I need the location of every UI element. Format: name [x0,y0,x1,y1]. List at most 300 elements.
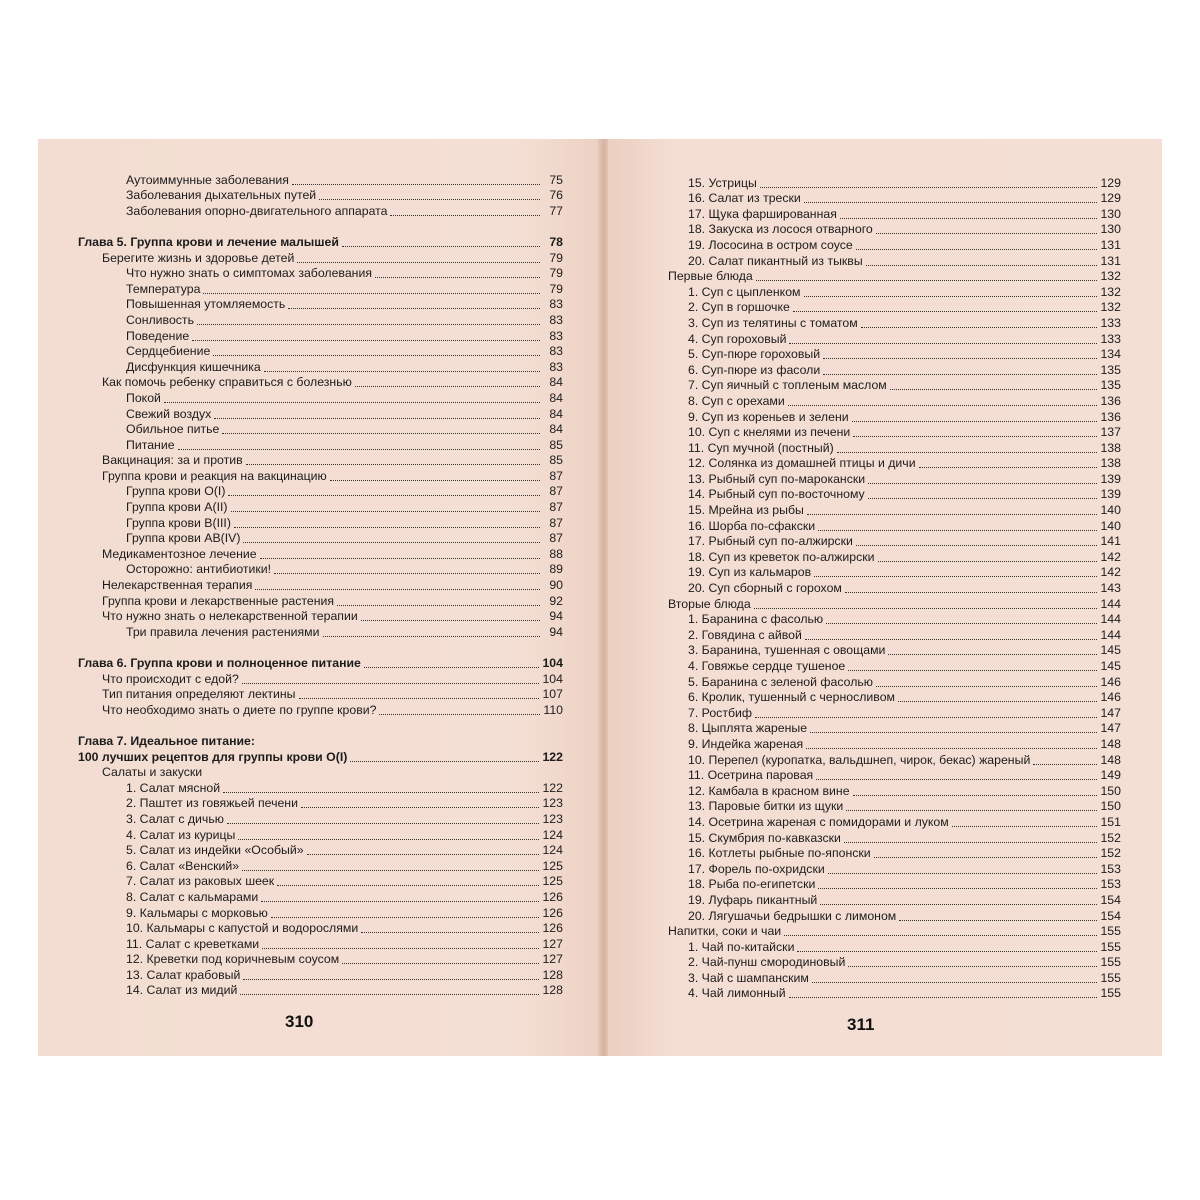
toc-entry-page: 145 [1100,659,1121,673]
dot-leader [788,405,1098,406]
dot-leader [789,343,1097,344]
toc-entry-title: Аутоиммунные заболевания [126,172,289,187]
toc-entry-title: 1. Салат мясной [126,780,221,795]
dot-leader [260,558,540,559]
toc-entry-title: 3. Салат с дичью [126,811,224,826]
dot-leader [810,732,1097,733]
toc-entry [78,297,563,313]
dot-leader [319,199,540,200]
toc-entry-page: 138 [1100,456,1121,471]
toc-entry-title: 11. Осетрина паровая [688,768,814,783]
toc-entry [78,453,563,469]
toc-entry-title: 3. Суп из телятины с томатом [688,315,858,330]
dot-leader [390,215,540,216]
toc-entry-page: 151 [1100,814,1121,829]
dot-leader [807,514,1098,515]
toc-entry [78,250,563,266]
dot-leader [846,810,1097,811]
toc-entry-title: 5. Суп-пюре гороховый [688,347,821,362]
toc-entry-title: 11. Салат с креветками [126,936,260,951]
toc-entry [656,456,1121,472]
toc-entry-title: 19. Лососина в остром соусе [688,237,853,252]
dot-leader [361,620,540,621]
toc-entry-page: 124 [542,827,563,842]
dot-leader [288,308,540,309]
toc-entry [656,237,1121,253]
toc-entry-title: 2. Суп в горшочке [688,300,790,315]
dot-leader [203,293,540,294]
toc-entry-title: Покой [126,390,161,405]
dot-leader [261,901,539,902]
toc-entry-page: 144 [1100,612,1121,627]
dot-leader [823,374,1097,375]
dot-leader [299,698,540,699]
toc-entry-title: 19. Луфарь пикантный [688,892,818,907]
dot-leader [804,202,1098,203]
toc-entry-title: 14. Салат из мидий [126,983,238,998]
toc-entry-page: 75 [549,172,563,187]
toc-entry-page: 107 [542,687,563,702]
toc-entry-title: 13. Рыбный суп по-марокански [688,471,866,486]
toc-entry-title: 12. Креветки под коричневым соусом [126,952,340,967]
toc-entry-title: 12. Камбала в красном вине [688,783,850,798]
toc-entry-page: 131 [1100,237,1121,252]
toc-entry-title: 9. Суп из кореньев и зелени [688,409,849,424]
toc-entry-page: 87 [549,515,563,530]
toc-entry-page: 142 [1100,565,1121,580]
toc-entry-page: 83 [549,297,563,312]
toc-entry [656,674,1121,690]
toc-entry-title: Что необходимо знать о диете по группе крови? [102,702,377,717]
toc-entry-title: 14. Рыбный суп по-восточному [688,487,865,502]
dot-leader [755,717,1097,718]
toc-entry-title: 17. Рыбный суп по-алжирски [688,534,853,549]
toc-entry-title: 15. Устрицы [688,175,757,190]
toc-entry-title: Повышенная утомляемость [126,297,286,312]
toc-entry-page: 84 [549,375,563,390]
toc-entry-title: 1. Баранина с фасолью [688,612,824,627]
dot-leader [274,573,540,574]
dot-leader [234,527,540,528]
dot-leader [837,452,1098,453]
toc-entry [656,502,1121,518]
toc-entry [656,627,1121,643]
toc-entry [656,690,1121,706]
dot-leader [853,436,1097,437]
toc-entry-page: 128 [542,983,563,998]
dot-leader [243,542,540,543]
dot-leader [271,917,540,918]
toc-entry [78,281,563,297]
toc-entry [656,799,1121,815]
toc-entry-title: 20. Салат пикантный из тыквы [688,253,863,268]
toc-entry [78,484,563,500]
toc-entry [656,206,1121,222]
toc-entry-page: 76 [549,188,563,203]
dot-leader [337,605,540,606]
toc-entry-title: Дисфункция кишечника [126,359,261,374]
toc-entry [78,344,563,360]
toc-entry-title: 100 лучших рецептов для группы крови O(I) [78,749,348,764]
toc-entry [78,406,563,422]
dot-leader [292,184,540,185]
toc-entry-title: Медикаментозное лечение [102,546,257,561]
toc-entry-page: 92 [549,593,563,608]
toc-entry-title: 18. Закуска из лосося отварного [688,222,873,237]
toc-entry [656,643,1121,659]
toc-entry [78,780,563,796]
left-page [38,139,600,1056]
toc-entry-title: 3. Баранина, тушенная с овощами [688,643,886,658]
toc-entry [78,499,563,515]
toc-entry [78,422,563,438]
toc-entry-page: 134 [1100,347,1121,362]
toc-entry [656,861,1121,877]
dot-leader [330,480,540,481]
toc-entry-page: 130 [1100,222,1121,237]
dot-leader [1033,764,1097,765]
toc-entry [78,593,563,609]
toc-entry-page: 147 [1100,705,1121,720]
toc-entry-page: 128 [542,967,563,982]
dot-leader [814,576,1097,577]
toc-entry-title: 1. Суп с цыпленком [688,284,801,299]
toc-entry-page: 127 [542,952,563,967]
toc-entry [656,705,1121,721]
dot-leader [255,589,540,590]
toc-entry-page: 77 [549,203,563,218]
toc-entry [78,531,563,547]
toc-entry-title: Салаты и закуски [102,765,203,780]
toc-entry [78,312,563,328]
dot-leader [853,795,1098,796]
dot-leader [874,857,1098,858]
toc-entry [78,983,563,999]
toc-entry-page: 104 [542,656,563,670]
toc-entry-title: 6. Кролик, тушенный с черносливом [688,690,895,705]
toc-entry-page: 148 [1100,736,1121,751]
toc-entry-page: 138 [1100,440,1121,455]
dot-leader [856,249,1098,250]
toc-entry-page: 136 [1100,393,1121,408]
toc-entry-title: 14. Осетрина жареная с помидорами и луком [688,814,949,829]
toc-entry [78,671,563,687]
dot-leader [213,355,540,356]
toc-entry [656,846,1121,862]
dot-leader [848,966,1097,967]
dot-leader [361,932,539,933]
toc-entry-page: 123 [542,796,563,811]
toc-entry-page: 79 [549,250,563,265]
toc-entry-page: 84 [549,406,563,421]
toc-entry [656,830,1121,846]
toc-entry-page: 150 [1100,783,1121,798]
toc-entry [656,658,1121,674]
toc-entry [656,892,1121,908]
toc-entry-title: Глава 7. Идеальное питание: [78,733,255,748]
toc-entry-page: 144 [1100,627,1121,642]
toc-entry-page: 79 [549,266,563,281]
toc-entry-title: 20. Суп сборный с горохом [688,581,842,596]
dot-leader [760,187,1098,188]
toc-entry-page: 155 [1100,939,1121,954]
dot-leader [952,826,1098,827]
toc-entry [78,733,563,749]
toc-entry-title: Что происходит с едой? [102,671,239,686]
toc-entry [656,721,1121,737]
toc-entry [656,736,1121,752]
toc-entry [656,315,1121,331]
toc-entry-title: Что нужно знать о нелекарственной терапии [102,609,358,624]
toc-entry-title: 15. Скумбрия по-кавказски [688,830,841,845]
dot-leader [240,994,539,995]
dot-leader [214,418,540,419]
toc-entry-title: 10. Перепел (куропатка, вальдшнеп, чирок, бекас) жареный [688,752,1031,767]
toc-entry [78,843,563,859]
toc-entry-page: 153 [1100,877,1121,892]
dot-leader [342,246,540,247]
toc-entry-title: 10. Суп с кнелями из печени [688,425,851,440]
toc-entry-page: 79 [549,281,563,296]
toc-entry-page: 152 [1100,830,1121,845]
toc-entry-title: 12. Солянка из домашней птицы и дичи [688,456,916,471]
toc-entry [78,437,563,453]
toc-entry-page: 131 [1100,253,1121,268]
dot-leader [812,982,1098,983]
toc-entry-page: 139 [1100,471,1121,486]
toc-entry [656,970,1121,986]
toc-entry-page: 125 [542,858,563,873]
toc-entry [656,534,1121,550]
toc-entry-page: 155 [1100,955,1121,970]
dot-leader [890,389,1098,390]
toc-entry-title: 2. Говядина с айвой [688,627,802,642]
toc-entry-page: 129 [1100,175,1121,190]
toc-entry-title: Поведение [126,328,190,343]
toc-entry [656,549,1121,565]
toc-entry-title: Вторые блюда [668,596,751,611]
toc-entry [656,924,1121,940]
toc-entry [78,687,563,703]
toc-entry-page: 84 [549,390,563,405]
dot-leader [878,561,1098,562]
toc-entry-page: 126 [542,905,563,920]
toc-entry-page: 150 [1100,799,1121,814]
toc-entry-page: 154 [1100,892,1121,907]
toc-entry-title: Сердцебиение [126,344,211,359]
toc-entry-title: 13. Салат крабовый [126,967,241,982]
toc-entry-page: 89 [549,562,563,577]
toc-entry-title: Что нужно знать о симптомах заболевания [126,266,372,281]
toc-entry-title: 3. Чай с шампанским [688,970,809,985]
toc-entry [656,253,1121,269]
toc-entry-page: 132 [1100,269,1121,284]
toc-entry-page: 154 [1100,908,1121,923]
toc-entry [656,783,1121,799]
dot-leader [919,467,1098,468]
toc-entry-title: Напитки, соки и чаи [668,924,782,939]
dot-leader [866,265,1098,266]
toc-entry-title: 18. Рыба по-египетски [688,877,816,892]
dot-leader [818,888,1097,889]
dot-leader [845,592,1098,593]
toc-entry-page: 143 [1100,581,1121,596]
toc-entry [656,393,1121,409]
toc-entry [78,905,563,921]
dot-leader [784,935,1097,936]
toc-entry [78,921,563,937]
toc-entry [78,359,563,375]
toc-entry-page: 90 [549,578,563,593]
toc-entry-page: 140 [1100,518,1121,533]
toc-entry [656,986,1121,1002]
toc-entry [656,596,1121,612]
toc-entry [78,765,563,781]
dot-leader [192,340,540,341]
dot-leader [789,997,1098,998]
right-page [608,139,1162,1056]
toc-entry-title: 2. Чай-пунш смородиновый [688,955,846,970]
dot-leader [898,701,1097,702]
toc-entry-title: 19. Суп из кальмаров [688,565,812,580]
dot-leader [852,421,1098,422]
dot-leader [231,511,541,512]
toc-entry-page: 146 [1100,690,1121,705]
toc-entry-title: 9. Кальмары с морковью [126,905,268,920]
dot-leader [242,870,539,871]
toc-entry [78,796,563,812]
toc-entry [78,936,563,952]
dot-leader [238,839,539,840]
toc-entry-page: 83 [549,344,563,359]
toc-entry-title: Глава 6. Группа крови и полноценное питание [78,656,361,670]
dot-leader [820,904,1097,905]
toc-entry-page: 104 [542,671,563,686]
toc-entry [78,874,563,890]
toc-entry-page: 133 [1100,315,1121,330]
toc-entry-title: 4. Салат из курицы [126,827,236,842]
toc-entry-page: 122 [542,749,563,764]
toc-entry [656,955,1121,971]
toc-entry [78,811,563,827]
toc-entry-title: Группа крови B(III) [126,515,231,530]
dot-leader [828,873,1098,874]
toc-entry [78,858,563,874]
toc-entry-page: 126 [542,889,563,904]
dot-leader [756,280,1098,281]
dot-leader [754,608,1098,609]
toc-entry-page: 130 [1100,206,1121,221]
toc-entry-page: 148 [1100,752,1121,767]
toc-entry-page: 78 [549,234,563,249]
toc-entry [656,331,1121,347]
toc-entry-page: 129 [1100,191,1121,206]
toc-entry-title: Три правила лечения растениями [126,624,320,639]
toc-entry-page: 136 [1100,409,1121,424]
dot-leader [876,686,1097,687]
toc-entry-page: 155 [1100,970,1121,985]
toc-entry-title: Группа крови O(I) [126,484,226,499]
toc-entry-title: 10. Кальмары с капустой и водорослями [126,921,359,936]
dot-leader [375,277,540,278]
dot-leader [861,327,1098,328]
toc-entry-title: 13. Паровые битки из щуки [688,799,844,814]
toc-entry [656,409,1121,425]
toc-entry-page: 87 [549,500,563,515]
toc-entry-page: 139 [1100,487,1121,502]
dot-leader [246,464,540,465]
dot-leader [342,963,539,964]
toc-entry [78,967,563,983]
toc-entry-page: 133 [1100,331,1121,346]
toc-entry [656,877,1121,893]
dot-leader [793,311,1098,312]
toc-entry-title: 8. Цыплята жареные [688,721,808,736]
toc-entry-page: 87 [549,484,563,499]
toc-entry-title: 6. Салат «Венский» [126,858,240,873]
toc-entry-title: Группа крови A(II) [126,500,228,515]
toc-entry [78,390,563,406]
toc-entry-page: 124 [542,843,563,858]
toc-entry [656,612,1121,628]
dot-leader [164,402,540,403]
toc-entry [78,827,563,843]
toc-entry-page: 132 [1100,300,1121,315]
section-spacer [78,219,563,235]
toc-entry-title: 6. Суп-пюре из фасоли [688,362,821,377]
dot-leader [264,371,540,372]
toc-entry-page: 125 [542,874,563,889]
dot-leader [888,654,1097,655]
toc-entry [656,939,1121,955]
toc-entry-page: 83 [549,328,563,343]
toc-entry-title: 17. Щука фаршированная [688,206,837,221]
toc-entry [78,203,563,219]
toc-entry-page: 87 [549,468,563,483]
toc-entry-title: Группа крови и реакция на вакцинацию [102,468,327,483]
toc-entry [78,188,563,204]
toc-entry-page: 152 [1100,846,1121,861]
toc-entry-page: 87 [549,531,563,546]
toc-entry [78,562,563,578]
toc-entry-title: Группа крови и лекарственные растения [102,593,335,608]
dot-leader [222,433,540,434]
toc-entry-title: Первые блюда [668,269,753,284]
dot-leader [856,545,1098,546]
toc-entry-page: 147 [1100,721,1121,736]
dot-leader [178,449,540,450]
dot-leader [797,951,1097,952]
toc-entry [78,749,563,765]
toc-entry-page: 110 [543,702,563,717]
toc-entry-title: 7. Суп яичный с топленым маслом [688,378,887,393]
toc-entry [78,546,563,562]
toc-entry [78,266,563,282]
dot-leader [876,233,1098,234]
toc-entry [656,814,1121,830]
toc-entry-title: Свежий воздух [126,406,212,421]
toc-entry [656,191,1121,207]
toc-entry [78,624,563,640]
toc-entry [78,468,563,484]
dot-leader [297,262,540,263]
toc-entry-title: Вакцинация: за и против [102,453,243,468]
dot-leader [197,324,540,325]
dot-leader [844,842,1098,843]
dot-leader [364,667,540,668]
toc-entry [78,328,563,344]
toc-entry [656,425,1121,441]
